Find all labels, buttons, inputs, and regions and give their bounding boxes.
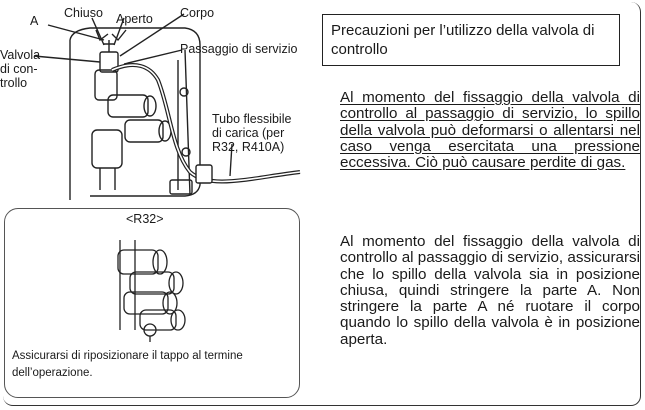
label-valvola-di-controllo: Valvola di con- trollo — [0, 48, 41, 90]
warning-paragraph: Al momento del fissaggio della valvola di controllo al passaggio di servizio, lo spillo della valvola può deformarsi o allentarsi nel caso venga esercitata una pressione eccessiva. Ciò può causare perdite di gas. — [340, 89, 640, 172]
instruction-paragraph: Al momento del fissaggio della valvola di controllo al passaggio di servizio, assicurarsi che lo spillo della valvola sia in posizione chiusa, quindi stringere la parte A. Non stringere la parte A né ruotare il corpo quando lo spillo della valvola è in posizione aperta. — [340, 233, 640, 348]
label-aperto: Aperto — [116, 12, 153, 26]
precautions-title-box — [322, 14, 620, 66]
precautions-title: Precauzioni per l’utilizzo della valvola di controllo — [331, 22, 595, 58]
label-corpo: Corpo — [180, 6, 215, 20]
label-passaggio-di-servizio: Passaggio di servizio — [180, 42, 298, 56]
label-chiuso: Chiuso — [64, 6, 103, 20]
inset-note: Assicurarsi di riposizionare il tappo al termine dell’operazione. — [12, 350, 243, 379]
inset-title: <R32> — [126, 212, 164, 226]
label-tubo-flessibile: Tubo flessibile di carica (per R32, R410A) — [212, 112, 292, 154]
label-a: A — [30, 14, 39, 28]
